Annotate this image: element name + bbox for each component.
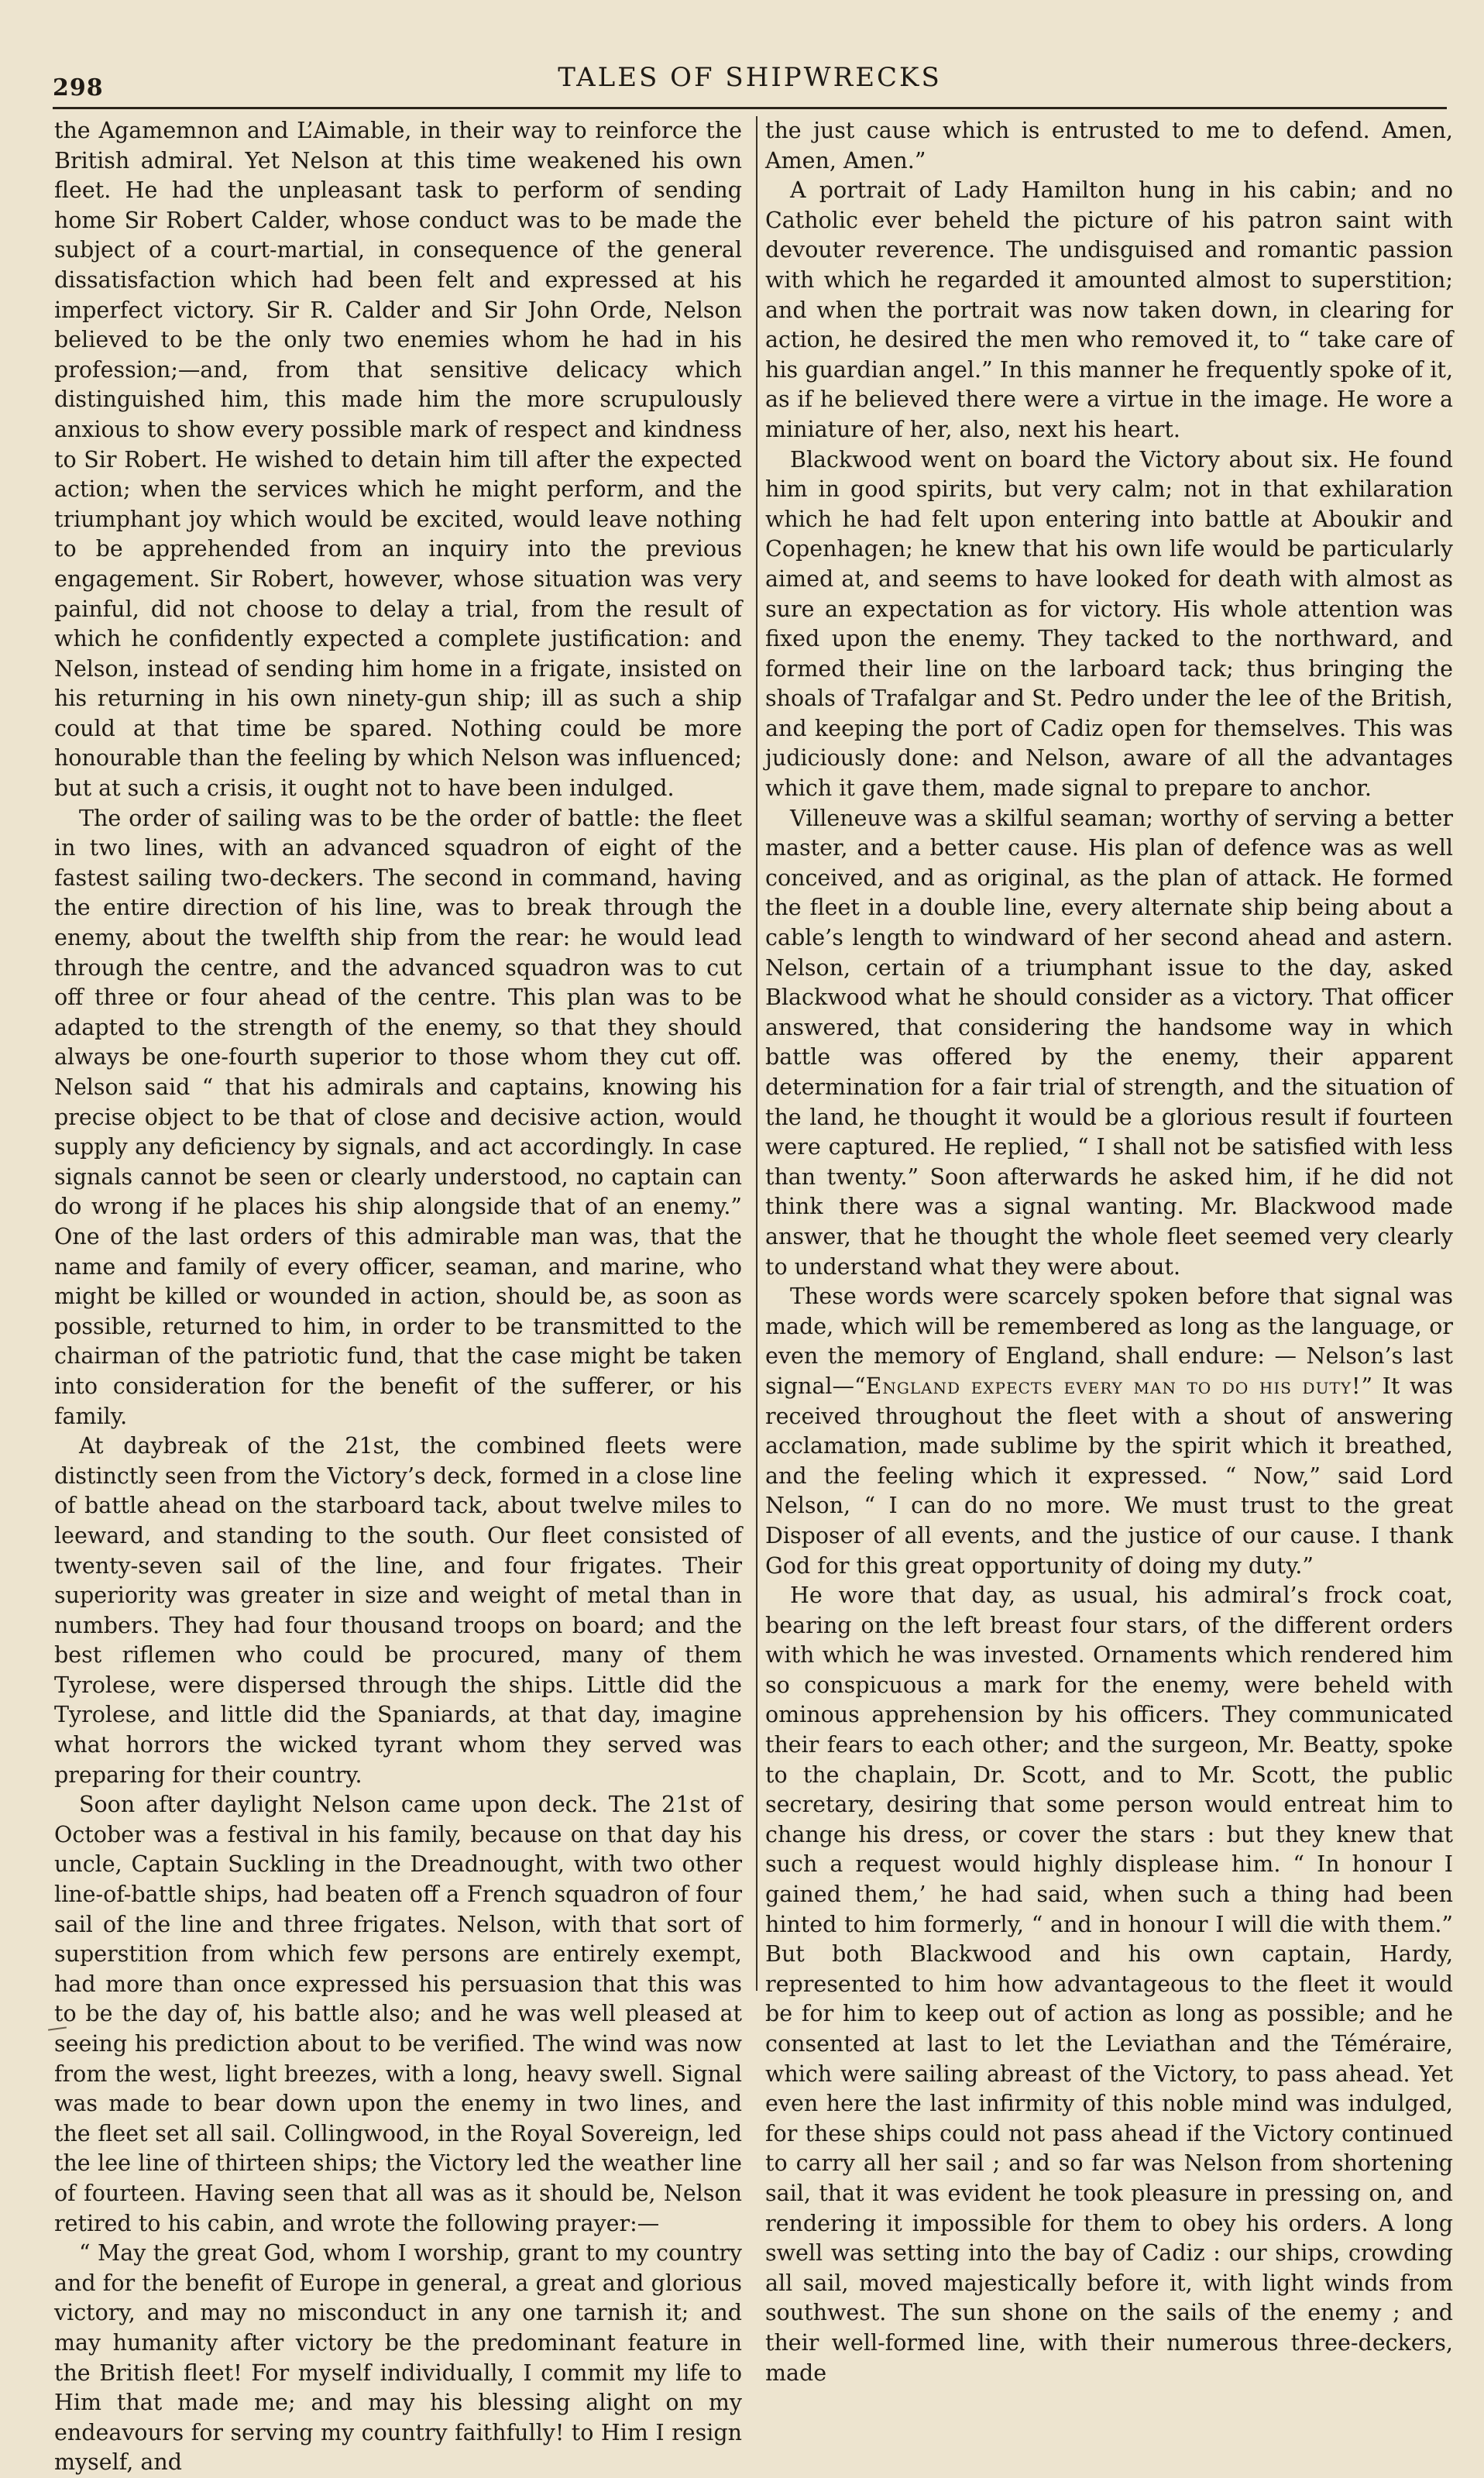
nelson-prayer: “ May the great God, whom I worship, grant to my country and for the benefit of Europe in general, a great and glorious victory, and may no misconduct in any one tarnish it; and may humanity after victory be the predominant feature in the British fleet! For myself individually, I commit my life to Him that made me; and may his blessing alight on my endeavours for serving my country faithfully! to Him I resign myself, and bbox=[54, 2240, 742, 2476]
paragraph: A portrait of Lady Hamilton hung in his cabin; and no Catholic ever beheld the picture of his patron saint with devouter reverence. The undisguised and romantic passion with which he regarded it amounted almost to superstition; and when the portrait was now taken down, in clearing for action, he desired the men who removed it, to “ take care of his guardian angel.” In this manner he frequently spoke of it, as if he believed there were a virtue in the image. He wore a miniature of her, also, next his heart. bbox=[765, 177, 1453, 442]
right-column bbox=[765, 116, 1453, 2386]
signal-after: ” It was received throughout the fleet with a shout of answering acclamation, made sublime by the spirit which it breathed, and the feeling which it expressed. “ Now,” said Lord Nelson, “ I can do no more. We must trust to the great Disposer of all events, and the justice of our cause. I thank God for this great opportunity of doing my duty.” bbox=[765, 1373, 1453, 1579]
page-header bbox=[53, 53, 1447, 107]
column-divider bbox=[756, 116, 757, 1991]
paragraph: Soon after daylight Nelson came upon deck. The 21st of October was a festival in his family, because on that day his uncle, Captain Suckling in the Dreadnought, with two other line-of-battle ships, had beaten off a French squadron of four sail of the line and three frigates. Nelson, with that sort of superstition from which few persons are entirely exempt, had more than once expressed his persuasion that this was to be the day of, his battle also; and he was well pleased at seeing his prediction about to be verified. The wind was now from the west, light breezes, with a long, heavy swell. Signal was made to bear down upon the enemy in two lines, and the fleet set all sail. Collingwood, in the Royal Sovereign, led the lee line of thirteen ships; the Victory led the weather line of fourteen. Having seen that all was as it should be, Nelson retired to his cabin, and wrote the following prayer:— bbox=[54, 1792, 742, 2236]
paragraph: At daybreak of the 21st, the combined fleets were distinctly seen from the Victory’s deck, formed in a close line of battle ahead on the starboard tack, about twelve miles to leeward, and standing to the south. Our fleet consisted of twenty-seven sail of the line, and four frigates. Their superiority was greater in size and weight of metal than in numbers. They had four thousand troops on board; and the best riflemen who could be procured, many of them Tyrolese, were dispersed through the ships. Little did the Tyrolese, and little did the Spaniards, at that day, imagine what horrors the wicked tyrant whom they served was preparing for their country. bbox=[54, 1433, 742, 1788]
paragraph: the Agamemnon and L’Aimable, in their way to reinforce the British admiral. Yet Nelson at this time weakened his own fleet. He had the unpleasant task to perform of sending home Sir Robert Calder, whose conduct was to be made the subject of a court-martial, in consequence of the general dissatisfaction which had been felt and expressed at his imperfect victory. Sir R. Calder and Sir John Orde, Nelson believed to be the only two enemies whom he had in his profession;—and, from that sensitive delicacy which distinguished him, this made him the more scrupulously anxious to show every possible mark of respect and kindness to Sir Robert. He wished to detain him till after the expected action; when the services which he might perform, and the triumphant joy which would be excited, would leave nothing to be apprehended from an inquiry into the previous engagement. Sir Robert, however, whose situation was very painful, did not choose to delay a trial, from the result of which he confidently expected a complete justification: and Nelson, instead of sending him home in a frigate, insisted on his returning in his own ninety-gun ship; ill as such a ship could at that time be spared. Nothing could be more honourable than the feeling by which Nelson was influenced; but at such a crisis, it ought not to have been indulged. bbox=[54, 118, 742, 802]
signal-intro: These words were scarcely spoken before that signal was made, which will be remembered as long as the language, or even the memory of England, shall endure: — Nelson’s last signal—“ bbox=[765, 1284, 1453, 1399]
header-rule bbox=[53, 107, 1447, 109]
signal-paragraph bbox=[765, 1282, 1453, 1581]
nelson-signal: England expects every man to do his duty! bbox=[865, 1373, 1362, 1399]
page-number: 298 bbox=[53, 74, 104, 101]
paragraph: Blackwood went on board the Victory about six. He found him in good spirits, but very calm; not in that exhilaration which he had felt upon entering into battle at Aboukir and Copenhagen; he knew that his own life would be particularly aimed at, and seems to have looked for death with almost as sure an expectation as for victory. His whole attention was fixed upon the enemy. They tacked to the northward, and formed their line on the larboard tack; thus bringing the shoals of Trafalgar and St. Pedro under the lee of the British, and keeping the port of Cadiz open for themselves. This was judiciously done: and Nelson, aware of all the advantages which it gave them, made signal to prepare to anchor. bbox=[765, 446, 1453, 802]
paragraph: The order of sailing was to be the order of battle: the fleet in two lines, with an advanced squadron of eight of the fastest sailing two-deckers. The second in command, having the entire direction of his line, was to break through the enemy, about the twelfth ship from the rear: he would lead through the centre, and the advanced squadron was to cut off three or four ahead of the centre. This plan was to be adapted to the strength of the enemy, so that they should always be one-fourth superior to those whom they cut off. Nelson said “ that his admirals and captains, knowing his precise object to be that of close and decisive action, would supply any deficiency by signals, and act accordingly. In case signals cannot be seen or clearly understood, no captain can do wrong if he places his ship alongside that of an enemy.” One of the last orders of this admirable man was, that the name and family of every officer, seaman, and marine, who might be killed or wounded in action, should be, as soon as possible, returned to him, in order to be transmitted to the chairman of the patriotic fund, that the case might be taken into consideration for the benefit of the sufferer, or his family. bbox=[54, 805, 742, 1429]
paragraph: the just cause which is entrusted to me to defend. Amen, Amen, Amen.” bbox=[765, 118, 1453, 174]
left-column bbox=[54, 116, 742, 2476]
paragraph: He wore that day, as usual, his admiral’s frock coat, bearing on the left breast four stars, of the different orders with which he was invested. Ornaments which rendered him so conspicuous a mark for the enemy, were beheld with ominous apprehension by his officers. They communicated their fears to each other; and the surgeon, Mr. Beatty, spoke to the chaplain, Dr. Scott, and to Mr. Scott, the public secretary, desiring that some person would entreat him to change his dress, or cover the stars : but they knew that such a request would highly displease him. “ In honour I gained them,’ he had said, when such a thing had been hinted to him formerly, “ and in honour I will die with them.” But both Blackwood and his own captain, Hardy, represented to him how advantageous to the fleet it would be for him to keep out of action as long as possible; and he consented at last to let the Leviathan and the Téméraire, which were sailing abreast of the Victory, to pass ahead. Yet even here the last infirmity of this noble mind was indulged, for these ships could not pass ahead if the Victory continued to carry all her sail ; and so far was Nelson from shortening sail, that it was evident he took pleasure in pressing on, and rendering it impossible for them to obey his orders. A long swell was setting into the bay of Cadiz : our ships, crowding all sail, moved majestically before it, with light winds from southwest. The sun shone on the sails of the enemy ; and their well-formed line, with their numerous three-deckers, made bbox=[765, 1583, 1453, 2386]
running-title: TALES OF SHIPWRECKS bbox=[558, 62, 942, 93]
paragraph: Villeneuve was a skilful seaman; worthy of serving a better master, and a better cause. His plan of defence was as well conceived, and as original, as the plan of attack. He formed the fleet in a double line, every alternate ship being about a cable’s length to windward of her second ahead and astern. Nelson, certain of a triumphant issue to the day, asked Blackwood what he should consider as a victory. That officer answered, that considering the handsome way in which battle was offered by the enemy, their apparent determination for a fair trial of strength, and the situation of the land, he thought it would be a glorious result if fourteen were captured. He replied, “ I shall not be satisfied with less than twenty.” Soon afterwards he asked him, if he did not think there was a signal wanting. Mr. Blackwood made answer, that he thought the whole fleet seemed very clearly to understand what they were about. bbox=[765, 805, 1453, 1280]
